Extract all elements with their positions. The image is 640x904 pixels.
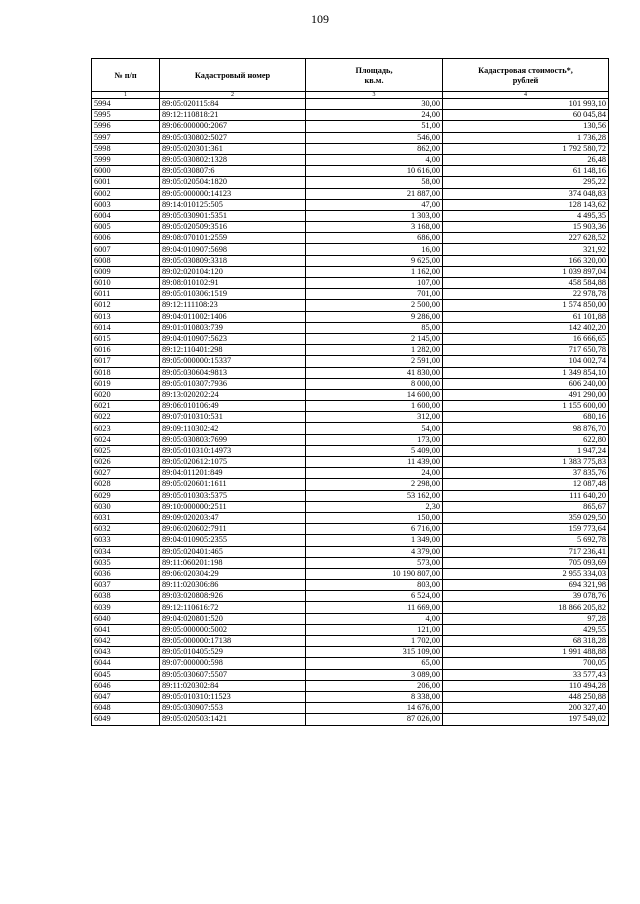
table-row (92, 669, 609, 680)
area-cell: 9 286,00 (306, 311, 443, 322)
cadastral-value-cell: 1 155 600,00 (443, 401, 609, 412)
cadastral-number-cell: 89:04:020801:520 (160, 613, 306, 624)
table-row (92, 300, 609, 311)
cadastral-value-cell: 1 383 775,83 (443, 457, 609, 468)
cadastral-value-cell: 15 903,36 (443, 222, 609, 233)
cadastral-value-cell: 622,80 (443, 434, 609, 445)
area-cell: 3 089,00 (306, 669, 443, 680)
table-header-row (92, 59, 609, 92)
area-cell: 1 282,00 (306, 345, 443, 356)
cadastral-value-cell: 39 078,76 (443, 591, 609, 602)
row-index-cell: 6009 (92, 266, 160, 277)
cadastral-number-cell: 89:05:000000:17138 (160, 636, 306, 647)
table-row (92, 512, 609, 523)
row-index-cell: 6030 (92, 501, 160, 512)
table-row (92, 524, 609, 535)
cadastral-number-cell: 89:08:010102:91 (160, 278, 306, 289)
table-row (92, 501, 609, 512)
cadastral-value-cell: 166 320,00 (443, 255, 609, 266)
row-index-cell: 5994 (92, 99, 160, 110)
area-cell: 10 190 807,00 (306, 568, 443, 579)
cadastral-value-cell: 295,22 (443, 177, 609, 188)
cadastral-value-cell: 694 321,98 (443, 580, 609, 591)
row-index-cell: 6004 (92, 210, 160, 221)
row-index-cell: 6038 (92, 591, 160, 602)
area-cell: 21 887,00 (306, 188, 443, 199)
row-index-cell: 6018 (92, 367, 160, 378)
cadastral-value-cell: 26,48 (443, 154, 609, 165)
table-row (92, 546, 609, 557)
cadastral-number-cell: 89:05:030802:1328 (160, 154, 306, 165)
area-cell: 6 524,00 (306, 591, 443, 602)
cadastral-value-cell: 18 866 205,82 (443, 602, 609, 613)
table-row (92, 658, 609, 669)
row-index-cell: 6007 (92, 244, 160, 255)
cadastral-number-cell: 89:11:060201:198 (160, 557, 306, 568)
cadastral-number-cell: 89:06:020602:7911 (160, 524, 306, 535)
row-index-cell: 6044 (92, 658, 160, 669)
cadastral-number-cell: 89:05:030809:3318 (160, 255, 306, 266)
row-index-cell: 6033 (92, 535, 160, 546)
row-index-cell: 5996 (92, 121, 160, 132)
row-index-cell: 6043 (92, 647, 160, 658)
cadastral-number-cell: 89:12:110616:72 (160, 602, 306, 613)
row-index-cell: 6046 (92, 680, 160, 691)
cadastral-number-cell: 89:04:010905:2355 (160, 535, 306, 546)
row-index-cell: 6040 (92, 613, 160, 624)
cadastral-value-cell: 200 327,40 (443, 703, 609, 714)
area-cell: 1 162,00 (306, 266, 443, 277)
cadastral-value-cell: 1 792 580,72 (443, 143, 609, 154)
table-row (92, 177, 609, 188)
area-cell: 41 830,00 (306, 367, 443, 378)
cadastral-value-cell: 130,56 (443, 121, 609, 132)
cadastral-value-cell: 128 143,62 (443, 199, 609, 210)
cadastral-number-cell: 89:08:070101:2559 (160, 233, 306, 244)
table-row (92, 255, 609, 266)
cadastral-value-cell: 61 101,88 (443, 311, 609, 322)
cadastral-table (91, 58, 609, 726)
cadastral-number-cell: 89:07:000000:598 (160, 658, 306, 669)
cadastral-value-cell: 865,67 (443, 501, 609, 512)
cadastral-number-cell: 89:14:010125:505 (160, 199, 306, 210)
table-row (92, 602, 609, 613)
row-index-cell: 6031 (92, 512, 160, 523)
table-row (92, 389, 609, 400)
column-number: 1 (92, 92, 160, 99)
area-cell: 4,00 (306, 154, 443, 165)
area-cell: 16,00 (306, 244, 443, 255)
table-row (92, 580, 609, 591)
cadastral-number-cell: 89:05:020401:465 (160, 546, 306, 557)
area-cell: 8 338,00 (306, 691, 443, 702)
header-cadastral-value: Кадастровая стоимость*, рублей (443, 59, 609, 92)
row-index-cell: 6035 (92, 557, 160, 568)
table-row (92, 289, 609, 300)
area-cell: 2,30 (306, 501, 443, 512)
cadastral-value-cell: 458 584,88 (443, 278, 609, 289)
table-row (92, 703, 609, 714)
cadastral-number-cell: 89:11:020302:84 (160, 680, 306, 691)
cadastral-number-cell: 89:05:000000:14123 (160, 188, 306, 199)
table-row (92, 647, 609, 658)
table-row (92, 333, 609, 344)
area-cell: 65,00 (306, 658, 443, 669)
row-index-cell: 6034 (92, 546, 160, 557)
table-row (92, 132, 609, 143)
row-index-cell: 6014 (92, 322, 160, 333)
cadastral-value-cell: 16 666,65 (443, 333, 609, 344)
cadastral-number-cell: 89:12:110818:21 (160, 110, 306, 121)
area-cell: 107,00 (306, 278, 443, 289)
table-row (92, 535, 609, 546)
table-row (92, 412, 609, 423)
row-index-cell: 6020 (92, 389, 160, 400)
area-cell: 121,00 (306, 624, 443, 635)
cadastral-number-cell: 89:05:030607:5507 (160, 669, 306, 680)
area-cell: 14 676,00 (306, 703, 443, 714)
cadastral-value-cell: 98 876,70 (443, 423, 609, 434)
cadastral-value-cell: 159 773,64 (443, 524, 609, 535)
row-index-cell: 5999 (92, 154, 160, 165)
row-index-cell: 5997 (92, 132, 160, 143)
area-cell: 573,00 (306, 557, 443, 568)
area-cell: 546,00 (306, 132, 443, 143)
area-cell: 47,00 (306, 199, 443, 210)
area-cell: 2 591,00 (306, 356, 443, 367)
table-row (92, 110, 609, 121)
area-cell: 11 669,00 (306, 602, 443, 613)
table-row (92, 401, 609, 412)
cadastral-number-cell: 89:05:030803:7699 (160, 434, 306, 445)
cadastral-value-cell: 700,05 (443, 658, 609, 669)
area-cell: 51,00 (306, 121, 443, 132)
row-index-cell: 6013 (92, 311, 160, 322)
table-row (92, 266, 609, 277)
row-index-cell: 6019 (92, 378, 160, 389)
cadastral-number-cell: 89:04:011002:1406 (160, 311, 306, 322)
row-index-cell: 6001 (92, 177, 160, 188)
table-row (92, 468, 609, 479)
cadastral-value-cell: 142 402,20 (443, 322, 609, 333)
table-row (92, 345, 609, 356)
table-row (92, 714, 609, 725)
table-row (92, 557, 609, 568)
area-cell: 803,00 (306, 580, 443, 591)
row-index-cell: 6011 (92, 289, 160, 300)
row-index-cell: 6032 (92, 524, 160, 535)
cadastral-value-cell: 1 991 488,88 (443, 647, 609, 658)
header-cadastral-number: Кадастровый номер (160, 59, 306, 92)
cadastral-value-cell: 33 577,43 (443, 669, 609, 680)
row-index-cell: 6026 (92, 457, 160, 468)
row-index-cell: 6010 (92, 278, 160, 289)
cadastral-value-cell: 491 290,00 (443, 389, 609, 400)
cadastral-number-cell: 89:05:020612:1075 (160, 457, 306, 468)
cadastral-value-cell: 705 093,69 (443, 557, 609, 568)
column-numbers-row (92, 92, 609, 99)
cadastral-value-cell: 4 495,35 (443, 210, 609, 221)
header-index: № п/п (92, 59, 160, 92)
row-index-cell: 5995 (92, 110, 160, 121)
table-row (92, 613, 609, 624)
row-index-cell: 6027 (92, 468, 160, 479)
cadastral-number-cell: 89:05:030907:553 (160, 703, 306, 714)
row-index-cell: 6022 (92, 412, 160, 423)
row-index-cell: 6045 (92, 669, 160, 680)
cadastral-number-cell: 89:09:110302:42 (160, 423, 306, 434)
cadastral-number-cell: 89:05:010405:529 (160, 647, 306, 658)
cadastral-number-cell: 89:05:010310:11523 (160, 691, 306, 702)
table-row (92, 423, 609, 434)
cadastral-number-cell: 89:05:020504:1820 (160, 177, 306, 188)
area-cell: 206,00 (306, 680, 443, 691)
cadastral-number-cell: 89:10:000000:2511 (160, 501, 306, 512)
column-number: 3 (306, 92, 443, 99)
cadastral-number-cell: 89:13:020202:24 (160, 389, 306, 400)
column-number: 4 (443, 92, 609, 99)
cadastral-number-cell: 89:05:000000:5002 (160, 624, 306, 635)
cadastral-value-cell: 429,55 (443, 624, 609, 635)
page-number: 109 (311, 12, 329, 26)
table-row (92, 244, 609, 255)
area-cell: 58,00 (306, 177, 443, 188)
table-row (92, 233, 609, 244)
area-cell: 2 145,00 (306, 333, 443, 344)
cadastral-number-cell: 89:12:111108:23 (160, 300, 306, 311)
area-cell: 24,00 (306, 110, 443, 121)
cadastral-value-cell: 1 736,28 (443, 132, 609, 143)
table-row (92, 680, 609, 691)
row-index-cell: 6028 (92, 479, 160, 490)
cadastral-value-cell: 321,92 (443, 244, 609, 255)
row-index-cell: 6006 (92, 233, 160, 244)
cadastral-number-cell: 89:05:010303:5375 (160, 490, 306, 501)
cadastral-number-cell: 89:05:020601:1611 (160, 479, 306, 490)
area-cell: 85,00 (306, 322, 443, 333)
cadastral-value-cell: 1 039 897,04 (443, 266, 609, 277)
area-cell: 4 379,00 (306, 546, 443, 557)
table-row (92, 210, 609, 221)
cadastral-number-cell: 89:05:010306:1519 (160, 289, 306, 300)
row-index-cell: 6015 (92, 333, 160, 344)
cadastral-value-cell: 606 240,00 (443, 378, 609, 389)
row-index-cell: 6023 (92, 423, 160, 434)
area-cell: 2 298,00 (306, 479, 443, 490)
cadastral-value-cell: 22 978,78 (443, 289, 609, 300)
table-row (92, 490, 609, 501)
cadastral-value-cell: 197 549,02 (443, 714, 609, 725)
cadastral-value-cell: 68 318,28 (443, 636, 609, 647)
cadastral-number-cell: 89:01:010803:739 (160, 322, 306, 333)
area-cell: 10 616,00 (306, 166, 443, 177)
cadastral-number-cell: 89:05:010307:7936 (160, 378, 306, 389)
area-cell: 24,00 (306, 468, 443, 479)
table-row (92, 143, 609, 154)
cadastral-value-cell: 37 835,76 (443, 468, 609, 479)
cadastral-number-cell: 89:11:020306:86 (160, 580, 306, 591)
table-row (92, 278, 609, 289)
cadastral-number-cell: 89:12:110401:298 (160, 345, 306, 356)
area-cell: 312,00 (306, 412, 443, 423)
cadastral-value-cell: 1 947,24 (443, 445, 609, 456)
area-cell: 4,00 (306, 613, 443, 624)
cadastral-number-cell: 89:05:020503:1421 (160, 714, 306, 725)
area-cell: 30,00 (306, 99, 443, 110)
table-row (92, 434, 609, 445)
column-number: 2 (160, 92, 306, 99)
cadastral-number-cell: 89:05:030901:5351 (160, 210, 306, 221)
cadastral-number-cell: 89:05:030807:6 (160, 166, 306, 177)
table-row (92, 568, 609, 579)
area-cell: 53 162,00 (306, 490, 443, 501)
table-row (92, 457, 609, 468)
cadastral-value-cell: 448 250,88 (443, 691, 609, 702)
cadastral-value-cell: 1 349 854,10 (443, 367, 609, 378)
cadastral-value-cell: 227 628,52 (443, 233, 609, 244)
area-cell: 862,00 (306, 143, 443, 154)
row-index-cell: 6005 (92, 222, 160, 233)
table-row (92, 322, 609, 333)
cadastral-value-cell: 374 048,83 (443, 188, 609, 199)
row-index-cell: 6012 (92, 300, 160, 311)
cadastral-value-cell: 5 692,78 (443, 535, 609, 546)
cadastral-value-cell: 97,28 (443, 613, 609, 624)
cadastral-value-cell: 104 002,74 (443, 356, 609, 367)
cadastral-number-cell: 89:09:020203:47 (160, 512, 306, 523)
cadastral-number-cell: 89:05:020509:3516 (160, 222, 306, 233)
table-row (92, 121, 609, 132)
table-row (92, 636, 609, 647)
cadastral-number-cell: 89:04:011201:849 (160, 468, 306, 479)
table-row (92, 367, 609, 378)
row-index-cell: 5998 (92, 143, 160, 154)
cadastral-value-cell: 60 045,84 (443, 110, 609, 121)
area-cell: 6 716,00 (306, 524, 443, 535)
area-cell: 1 303,00 (306, 210, 443, 221)
row-index-cell: 6047 (92, 691, 160, 702)
area-cell: 1 349,00 (306, 535, 443, 546)
cadastral-value-cell: 717 236,41 (443, 546, 609, 557)
cadastral-number-cell: 89:05:030802:5027 (160, 132, 306, 143)
row-index-cell: 6041 (92, 624, 160, 635)
row-index-cell: 6049 (92, 714, 160, 725)
cadastral-number-cell: 89:05:020301:361 (160, 143, 306, 154)
cadastral-value-cell: 12 087,48 (443, 479, 609, 490)
cadastral-number-cell: 89:05:030604:9813 (160, 367, 306, 378)
row-index-cell: 6021 (92, 401, 160, 412)
table-row (92, 445, 609, 456)
area-cell: 2 500,00 (306, 300, 443, 311)
row-index-cell: 6042 (92, 636, 160, 647)
cadastral-value-cell: 101 993,10 (443, 99, 609, 110)
cadastral-value-cell: 1 574 850,00 (443, 300, 609, 311)
area-cell: 5 409,00 (306, 445, 443, 456)
area-cell: 11 439,00 (306, 457, 443, 468)
row-index-cell: 6002 (92, 188, 160, 199)
area-cell: 701,00 (306, 289, 443, 300)
row-index-cell: 6037 (92, 580, 160, 591)
cadastral-number-cell: 89:06:020304:29 (160, 568, 306, 579)
row-index-cell: 6008 (92, 255, 160, 266)
area-cell: 54,00 (306, 423, 443, 434)
area-cell: 150,00 (306, 512, 443, 523)
cadastral-value-cell: 61 148,16 (443, 166, 609, 177)
cadastral-value-cell: 110 494,28 (443, 680, 609, 691)
area-cell: 87 026,00 (306, 714, 443, 725)
table-row (92, 591, 609, 602)
table-row (92, 199, 609, 210)
cadastral-value-cell: 680,16 (443, 412, 609, 423)
row-index-cell: 6039 (92, 602, 160, 613)
cadastral-value-cell: 111 640,20 (443, 490, 609, 501)
area-cell: 3 168,00 (306, 222, 443, 233)
area-cell: 9 625,00 (306, 255, 443, 266)
cadastral-number-cell: 89:06:010106:49 (160, 401, 306, 412)
row-index-cell: 6017 (92, 356, 160, 367)
header-area: Площадь, кв.м. (306, 59, 443, 92)
cadastral-value-cell: 359 029,50 (443, 512, 609, 523)
cadastral-number-cell: 89:02:020104:120 (160, 266, 306, 277)
table-row (92, 166, 609, 177)
area-cell: 8 000,00 (306, 378, 443, 389)
row-index-cell: 6024 (92, 434, 160, 445)
cadastral-number-cell: 89:07:010310:531 (160, 412, 306, 423)
table-row (92, 378, 609, 389)
row-index-cell: 6029 (92, 490, 160, 501)
table-body (92, 99, 609, 726)
row-index-cell: 6000 (92, 166, 160, 177)
cadastral-number-cell: 89:06:000000:2067 (160, 121, 306, 132)
table-row (92, 356, 609, 367)
row-index-cell: 6025 (92, 445, 160, 456)
row-index-cell: 6036 (92, 568, 160, 579)
table-row (92, 154, 609, 165)
cadastral-number-cell: 89:03:020808:926 (160, 591, 306, 602)
cadastral-number-cell: 89:05:010310:14973 (160, 445, 306, 456)
area-cell: 1 600,00 (306, 401, 443, 412)
area-cell: 173,00 (306, 434, 443, 445)
table-row (92, 691, 609, 702)
area-cell: 686,00 (306, 233, 443, 244)
area-cell: 1 702,00 (306, 636, 443, 647)
row-index-cell: 6048 (92, 703, 160, 714)
table-row (92, 311, 609, 322)
table-row (92, 624, 609, 635)
row-index-cell: 6016 (92, 345, 160, 356)
cadastral-value-cell: 2 955 334,03 (443, 568, 609, 579)
table-row (92, 222, 609, 233)
cadastral-number-cell: 89:04:010907:5623 (160, 333, 306, 344)
area-cell: 14 600,00 (306, 389, 443, 400)
cadastral-value-cell: 717 650,78 (443, 345, 609, 356)
table-row (92, 188, 609, 199)
cadastral-number-cell: 89:05:000000:15337 (160, 356, 306, 367)
area-cell: 315 109,00 (306, 647, 443, 658)
row-index-cell: 6003 (92, 199, 160, 210)
cadastral-number-cell: 89:04:010907:5698 (160, 244, 306, 255)
table-row (92, 479, 609, 490)
table-row (92, 99, 609, 110)
cadastral-number-cell: 89:05:020115:84 (160, 99, 306, 110)
